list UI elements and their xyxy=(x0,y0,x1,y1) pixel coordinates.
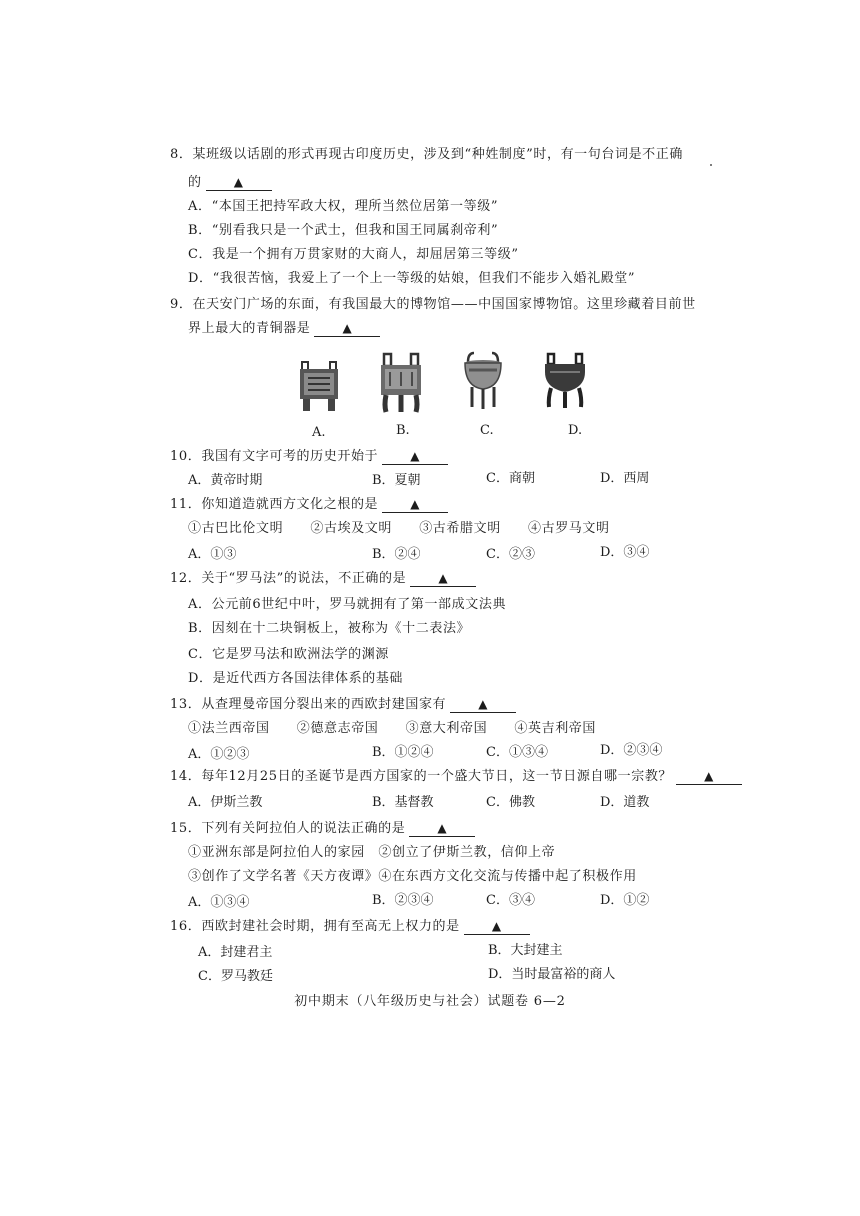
question-10-option-a: A．黄帝时期 xyxy=(188,473,263,488)
question-12-option-c: C．它是罗马法和欧洲法学的渊源 xyxy=(188,647,389,662)
question-11-option-c: C．②③ xyxy=(486,547,535,562)
bronze-vessel-c-image xyxy=(462,350,504,410)
question-16-stem: 16．西欧封建社会时期，拥有至高无上权力的是 ▲ xyxy=(170,918,530,936)
question-9-stem-cont: 界上最大的青铜器是 ▲ xyxy=(188,320,380,338)
question-13-option-a: A．①②③ xyxy=(188,747,250,762)
question-8-stem-cont: 的 ▲ xyxy=(188,174,272,192)
question-14-stem: 14．每年12月25日的圣诞节是西方国家的一个盛大节日，这一节日源自哪一宗教？ ▲ xyxy=(170,768,742,786)
question-11-stem: 11．你知道造就西方文化之根的是 ▲ xyxy=(170,496,448,514)
question-15-stem: 15．下列有关阿拉伯人的说法正确的是 ▲ xyxy=(170,820,475,838)
answer-blank: ▲ xyxy=(464,918,530,935)
question-15-items-2: ③创作了文学名著《天方夜谭》④在东西方文化交流与传播中起了积极作用 xyxy=(188,869,637,884)
question-10-option-c: C．商朝 xyxy=(486,471,535,486)
vessel-label-d: D. xyxy=(568,423,583,438)
answer-blank: ▲ xyxy=(450,696,516,713)
question-14-option-b: B．基督教 xyxy=(372,795,434,810)
vessel-label-b: B. xyxy=(396,423,410,438)
question-10-option-b: B．夏朝 xyxy=(372,473,421,488)
answer-blank: ▲ xyxy=(382,448,448,465)
question-8-option-d: D．“我很苦恼，我爱上了一个上一等级的姑娘，但我们不能步入婚礼殿堂” xyxy=(188,271,636,286)
question-13-items: ①法兰西帝国 ②德意志帝国 ③意大利帝国 ④英吉利帝国 xyxy=(188,721,597,736)
bronze-vessel-a-image xyxy=(298,356,340,414)
question-16-option-d: D．当时最富裕的商人 xyxy=(488,967,616,982)
question-15-option-c: C．③④ xyxy=(486,893,535,908)
question-8-option-a: A．“本国王把持军政大权，理所当然位居第一等级” xyxy=(188,199,499,214)
question-12-option-d: D．是近代西方各国法律体系的基础 xyxy=(188,671,404,686)
question-8-stem: 8．某班级以话剧的形式再现古印度历史，涉及到“种姓制度”时，有一句台词是不正确 xyxy=(170,147,683,162)
question-12-option-a: A．公元前6世纪中叶，罗马就拥有了第一部成文法典 xyxy=(188,597,507,612)
answer-blank: ▲ xyxy=(206,174,272,191)
question-9-stem: 9．在天安门广场的东面，有我国最大的博物馆——中国国家博物馆。这里珍藏着目前世 xyxy=(170,297,696,312)
question-11-option-d: D．③④ xyxy=(600,545,650,560)
scan-speck xyxy=(710,164,712,166)
question-11-option-a: A．①③ xyxy=(188,547,237,562)
vessel-label-a: A. xyxy=(312,425,326,440)
bronze-vessel-b-image xyxy=(378,352,424,414)
page-footer: 初中期末（八年级历史与社会）试题卷 6—2 xyxy=(294,994,566,1009)
question-13-option-c: C．①③④ xyxy=(486,745,548,760)
question-13-stem: 13．从查理曼帝国分裂出来的西欧封建国家有 ▲ xyxy=(170,696,516,714)
question-16-option-b: B．大封建主 xyxy=(488,943,563,958)
question-16-option-c: C．罗马教廷 xyxy=(198,969,273,984)
bronze-vessel-d-image xyxy=(542,352,588,410)
answer-blank: ▲ xyxy=(410,570,476,587)
question-13-option-d: D．②③④ xyxy=(600,743,663,758)
question-14-option-d: D．道教 xyxy=(600,795,650,810)
answer-blank: ▲ xyxy=(382,496,448,513)
question-14-option-a: A．伊斯兰教 xyxy=(188,795,263,810)
question-10-option-d: D．西周 xyxy=(600,471,650,486)
question-8-option-c: C．我是一个拥有万贯家财的大商人，却屈居第三等级” xyxy=(188,247,519,262)
question-11-option-b: B．②④ xyxy=(372,547,421,562)
question-13-option-b: B．①②④ xyxy=(372,745,434,760)
question-12-option-b: B．因刻在十二块铜板上，被称为《十二表法》 xyxy=(188,621,471,636)
vessel-label-c: C. xyxy=(480,423,494,438)
question-16-option-a: A．封建君主 xyxy=(198,945,273,960)
question-15-items-1: ①亚洲东部是阿拉伯人的家园 ②创立了伊斯兰教，信仰上帝 xyxy=(188,845,556,860)
question-8-option-b: B．“别看我只是一个武士，但我和国王同属刹帝利” xyxy=(188,223,499,238)
question-15-option-a: A．①③④ xyxy=(188,895,250,910)
question-12-stem: 12．关于“罗马法”的说法，不正确的是 ▲ xyxy=(170,570,476,588)
question-14-option-c: C．佛教 xyxy=(486,795,535,810)
answer-blank: ▲ xyxy=(409,820,475,837)
question-11-items: ①古巴比伦文明 ②古埃及文明 ③古希腊文明 ④古罗马文明 xyxy=(188,521,610,536)
question-15-option-d: D．①② xyxy=(600,893,650,908)
question-10-stem: 10．我国有文字可考的历史开始于 ▲ xyxy=(170,448,448,466)
answer-blank: ▲ xyxy=(314,320,380,337)
question-15-option-b: B．②③④ xyxy=(372,893,434,908)
answer-blank: ▲ xyxy=(676,768,742,785)
